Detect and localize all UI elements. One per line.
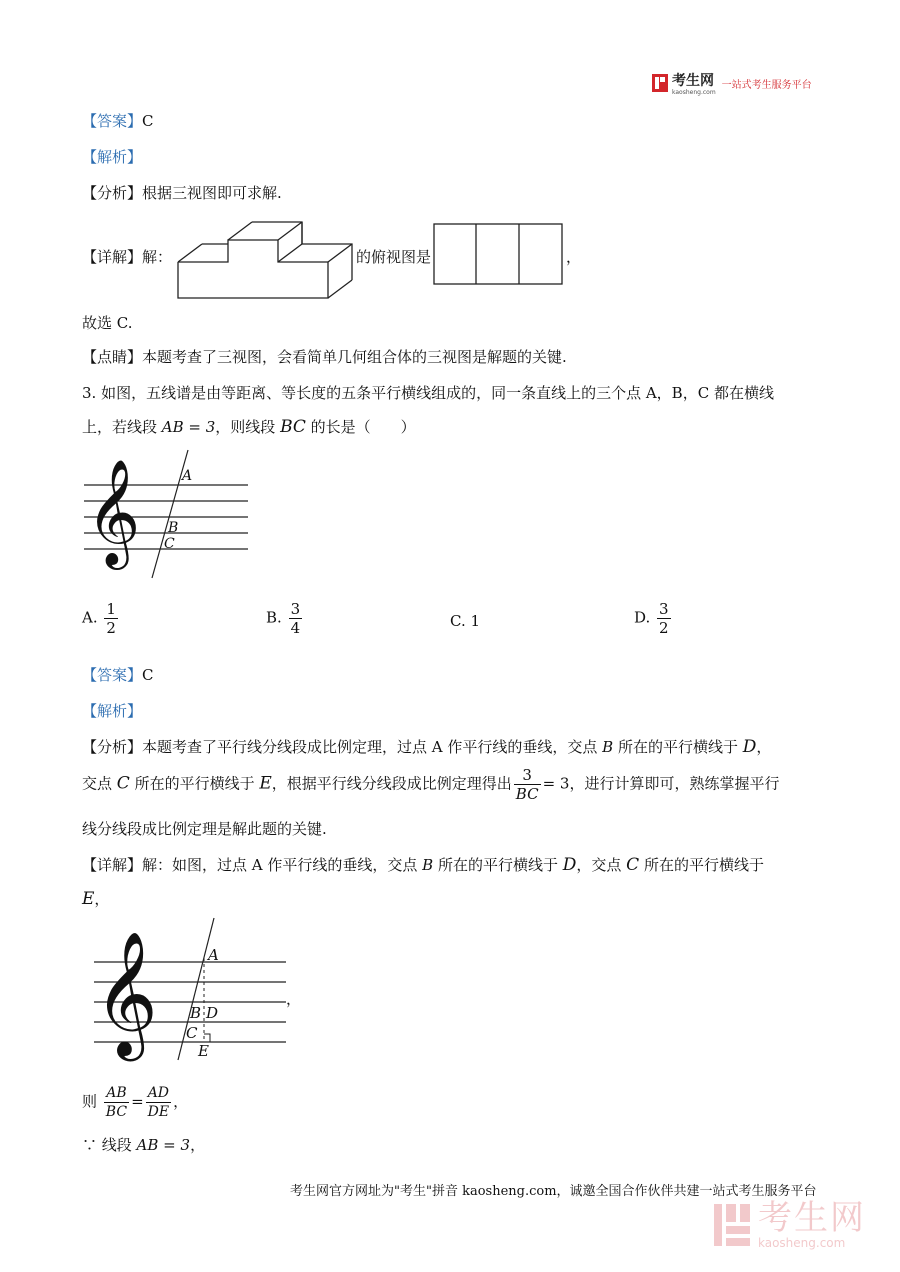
logo-name: 考生网 bbox=[672, 72, 714, 89]
q2-detail-end: ， bbox=[566, 248, 582, 266]
detail-l1e: ，交点 bbox=[576, 856, 627, 874]
solid-figure bbox=[172, 206, 358, 302]
q3-line1: 3. 如图，五线谱是由等距离、等长度的五条平行横线组成的，同一条直线上的三个点 A，B，C 都在横线 bbox=[82, 384, 774, 402]
point-b-label: B bbox=[168, 520, 179, 536]
option-a bbox=[82, 600, 120, 637]
staff-figure-2 bbox=[90, 916, 300, 1066]
comment-text: 本题考查了三视图，会看简单几何组合体的三视图是解题的关键. bbox=[142, 348, 567, 366]
point-a-label: A bbox=[182, 468, 193, 484]
fig2-comma: ， bbox=[286, 990, 302, 1008]
q3-answer-value: C bbox=[142, 666, 154, 684]
option-c bbox=[450, 612, 480, 630]
fig2-point-b-label: B bbox=[190, 1004, 202, 1022]
detail-l1f: C bbox=[626, 855, 640, 875]
q3-line2-a: 上，若线段 bbox=[82, 418, 162, 436]
ratio-right-den: DE bbox=[147, 1104, 170, 1120]
answer-tag: 【答案】 bbox=[82, 112, 143, 130]
q3-detail-tag: 【详解】 bbox=[82, 856, 143, 874]
option-d-letter: D. bbox=[634, 608, 651, 627]
fenxi-frac-num: 3 bbox=[514, 766, 541, 785]
q3-line2-eq: AB = 3 bbox=[161, 418, 216, 436]
option-a-frac bbox=[104, 600, 118, 637]
fenxi-frac bbox=[514, 766, 541, 803]
fenxi-l1b: B bbox=[602, 738, 614, 756]
fig2-point-a-label: A bbox=[208, 946, 219, 964]
fig2-point-e-label: E bbox=[198, 1042, 209, 1060]
fig2-point-c-label: C bbox=[186, 1024, 198, 1042]
q2-fenxi-line bbox=[82, 182, 282, 203]
q2-detail-pre bbox=[82, 246, 172, 267]
watermark-text bbox=[758, 1200, 866, 1250]
option-b-num: 3 bbox=[290, 600, 301, 618]
option-a-den: 2 bbox=[106, 619, 116, 637]
option-b bbox=[266, 600, 304, 637]
option-a-letter: A. bbox=[82, 608, 98, 627]
fenxi-l1c: 所在的平行横线于 bbox=[613, 738, 743, 756]
q3-analysis-tag: 【解析】 bbox=[82, 702, 143, 720]
q3-fenxi-l1 bbox=[82, 736, 771, 757]
logo-slogan: 一站式考生服务平台 bbox=[721, 79, 812, 91]
fig2-point-d-label: D bbox=[206, 1004, 219, 1022]
fenxi-l1d: D bbox=[742, 737, 757, 757]
q3-fenxi-l2 bbox=[82, 766, 779, 803]
watermark-url: kaosheng.com bbox=[758, 1236, 846, 1250]
q3-detail-l1 bbox=[82, 854, 764, 875]
watermark bbox=[712, 1200, 866, 1250]
detail-l1a: 解：如图，过点 A 作平行线的垂线，交点 bbox=[142, 856, 423, 874]
q2-detail-mid: 的俯视图是 bbox=[356, 248, 432, 266]
ratio-left bbox=[104, 1084, 129, 1121]
option-d-den: 2 bbox=[659, 619, 669, 637]
ratio-left-num: AB bbox=[104, 1084, 129, 1103]
detail-tag: 【详解】 bbox=[82, 248, 143, 266]
option-a-num: 1 bbox=[106, 600, 116, 618]
logo-text bbox=[672, 71, 716, 96]
ratio-end: ， bbox=[173, 1092, 189, 1111]
q3-line2-c: 的长是（ ） bbox=[305, 418, 416, 436]
detail-l1b: B bbox=[422, 856, 434, 874]
fenxi-l2b: C bbox=[116, 773, 130, 794]
option-c-letter: C. bbox=[450, 612, 466, 630]
fenxi-l2e: ，根据平行线分线段成比例定理得出 bbox=[271, 774, 512, 793]
watermark-logo-icon bbox=[712, 1202, 752, 1248]
ratio-line bbox=[82, 1084, 188, 1121]
detail-l1c: 所在的平行横线于 bbox=[433, 856, 563, 874]
q3-line2-bc: BC bbox=[280, 417, 306, 437]
comment-tag: 【点睛】 bbox=[82, 348, 143, 366]
because-text: ∵ 线段 bbox=[82, 1136, 137, 1154]
ratio-left-den: BC bbox=[105, 1104, 128, 1120]
fenxi-tag: 【分析】 bbox=[82, 184, 143, 202]
treble-clef-icon-2: 𝄞 bbox=[94, 931, 158, 1056]
ratio-right bbox=[146, 1084, 171, 1121]
q3-answer-line bbox=[82, 664, 154, 685]
q3-fenxi-l3: 线分线段成比例定理是解此题的关键. bbox=[82, 820, 327, 838]
analysis-tag: 【解析】 bbox=[82, 148, 143, 166]
option-d bbox=[634, 600, 673, 637]
top-view-figure bbox=[432, 222, 564, 286]
q3-answer-tag: 【答案】 bbox=[82, 666, 143, 684]
option-d-num: 3 bbox=[659, 600, 669, 618]
logo-icon bbox=[652, 74, 668, 92]
ratio-right-num: AD bbox=[146, 1084, 171, 1103]
because-line bbox=[82, 1134, 205, 1155]
q2-comment bbox=[82, 346, 567, 367]
answer-value: C bbox=[142, 112, 154, 130]
q2-answer-line bbox=[82, 110, 154, 131]
option-b-letter: B. bbox=[266, 608, 282, 627]
option-c-text: 1 bbox=[470, 612, 481, 630]
watermark-name: 考生网 bbox=[758, 1198, 866, 1238]
footer-text: 考生网官方网址为"考生"拼音 kaosheng.com，诚邀全国合作伙伴共建一站式考生服务平台 bbox=[290, 1184, 817, 1199]
detail-l1d: D bbox=[562, 855, 577, 875]
q2-choose: 故选 C. bbox=[82, 314, 133, 332]
fenxi-text: 根据三视图即可求解. bbox=[142, 184, 282, 202]
detail-pre: 解： bbox=[142, 248, 173, 266]
fenxi-frac-den: BC bbox=[515, 785, 539, 803]
logo-url: kaosheng.com bbox=[672, 88, 716, 96]
fenxi-l2c: 所在的平行横线于 bbox=[129, 774, 260, 793]
option-b-den: 4 bbox=[290, 619, 301, 637]
because-eq: AB = 3 bbox=[136, 1136, 191, 1154]
fenxi-l2d: E bbox=[259, 773, 272, 794]
detail-l2-e: E bbox=[82, 889, 95, 909]
option-d-frac bbox=[657, 600, 671, 637]
header-logo bbox=[652, 72, 812, 94]
q3-line2-b: ，则线段 bbox=[215, 418, 281, 436]
q3-detail-l2 bbox=[82, 888, 109, 909]
detail-l1g: 所在的平行横线于 bbox=[639, 856, 764, 874]
staff-figure-1 bbox=[80, 448, 256, 580]
ratio-eq: = bbox=[131, 1092, 144, 1111]
fenxi-l2f: = 3，进行计算即可，熟练掌握平行 bbox=[542, 774, 780, 793]
treble-clef-icon: 𝄞 bbox=[86, 458, 141, 565]
q3-fenxi-tag: 【分析】 bbox=[82, 738, 143, 756]
option-b-frac bbox=[289, 600, 303, 637]
fenxi-l1a: 本题考查了平行线分线段成比例定理，过点 A 作平行线的垂线，交点 bbox=[142, 738, 603, 756]
q3-line2 bbox=[82, 416, 416, 437]
because-end: ， bbox=[190, 1136, 206, 1154]
detail-l2-comma: ， bbox=[94, 890, 110, 908]
fenxi-l2a: 交点 bbox=[82, 774, 117, 793]
fenxi-l1e: ， bbox=[756, 738, 772, 756]
point-c-label: C bbox=[164, 536, 175, 552]
then-text: 则 bbox=[82, 1092, 98, 1111]
